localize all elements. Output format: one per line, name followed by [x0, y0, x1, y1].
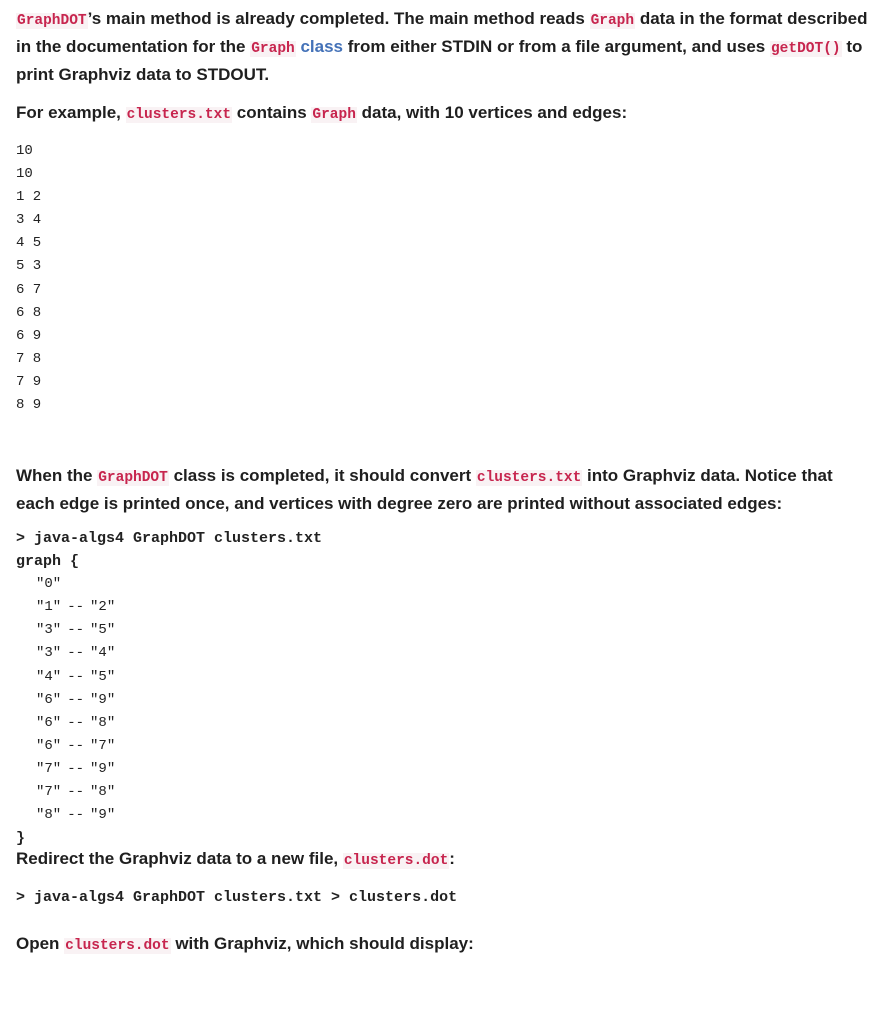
edge-target: "8" [90, 714, 116, 731]
input-line: 10 [16, 166, 33, 183]
edge-target: "7" [90, 737, 116, 754]
edge-line [36, 758, 872, 781]
edge-target: "5" [90, 622, 116, 639]
input-line: 1 2 [16, 189, 42, 206]
edge-line [36, 596, 872, 619]
input-line: 7 9 [16, 373, 42, 390]
input-line: 6 7 [16, 281, 42, 298]
graph-code: Graph [312, 107, 356, 123]
edge-source: "7" [36, 783, 62, 800]
edge-separator: -- [67, 622, 85, 639]
input-line: 8 9 [16, 397, 42, 414]
edge-target: "4" [90, 645, 116, 662]
edge-line [36, 666, 872, 689]
edge-line [36, 619, 872, 642]
edge-source: "4" [36, 668, 62, 685]
graph-code: Graph [251, 41, 295, 57]
edge-line [36, 804, 872, 827]
edge-source: "8" [36, 807, 62, 824]
graphdot-code: GraphDOT [98, 470, 168, 487]
input-data-block [16, 140, 872, 417]
edge-separator: -- [67, 668, 85, 685]
input-line: 3 4 [16, 212, 42, 229]
edge-target: "2" [90, 599, 116, 616]
edge-source: "7" [36, 760, 62, 777]
redirect-command-line: > java-algs4 GraphDOT clusters.txt > clusters.dot [16, 889, 458, 907]
input-line: 4 5 [16, 235, 42, 252]
edge-line [36, 642, 872, 665]
edge-target: "5" [90, 668, 116, 685]
edge-source: "3" [36, 622, 62, 639]
open-paragraph: Open clusters.dot with Graphviz, which should display: [16, 934, 474, 955]
edge-target: "8" [90, 783, 116, 800]
isolated-vertex-line: "0" [36, 576, 62, 593]
graph-code: Graph [590, 13, 635, 29]
edges-block [16, 573, 872, 827]
edge-separator: -- [67, 760, 85, 777]
clusters-dot-code: clusters.dot [65, 938, 170, 955]
input-line: 6 8 [16, 304, 42, 321]
edge-separator: -- [67, 645, 85, 662]
edge-separator: -- [67, 737, 85, 754]
graphdot-code: GraphDOT [17, 13, 87, 29]
edge-source: "3" [36, 645, 62, 662]
clusters-txt-code: clusters.txt [476, 470, 582, 487]
edge-source: "6" [36, 737, 62, 754]
edge-separator: -- [67, 807, 85, 824]
intro-paragraph: GraphDOT’s main method is already completed. The main method reads Graph data in the format described in the documentation for the Graph class from either STDIN or from a file argument, and uses getDOT() to print Graphviz data to STDOUT. [16, 9, 868, 84]
edge-source: "6" [36, 691, 62, 708]
clusters-txt-code: clusters.txt [126, 107, 232, 123]
edge-separator: -- [67, 599, 85, 616]
edge-separator: -- [67, 783, 85, 800]
command-line: > java-algs4 GraphDOT clusters.txt [16, 530, 323, 548]
graph-open-line: graph { [16, 553, 80, 571]
clusters-dot-code: clusters.dot [343, 853, 449, 870]
edge-line [36, 689, 872, 712]
convert-paragraph: When the GraphDOT class is completed, it should convert clusters.txt into Graphviz data. Notice that each edge is printed once, and vertices with degree zero are printed without associated edges: [16, 466, 833, 514]
output-block [16, 527, 872, 850]
edge-line [36, 712, 872, 735]
edge-target: "9" [90, 760, 116, 777]
graph-class-link[interactable]: class [300, 37, 344, 56]
edge-separator: -- [67, 691, 85, 708]
input-line: 6 9 [16, 327, 42, 344]
getdot-code: getDOT() [770, 41, 841, 57]
redirect-paragraph: Redirect the Graphviz data to a new file, clusters.dot: [16, 849, 455, 870]
edge-line [36, 781, 872, 804]
example-paragraph: For example, clusters.txt contains Graph data, with 10 vertices and edges: [16, 103, 628, 123]
edge-target: "9" [90, 807, 116, 824]
edge-line [36, 735, 872, 758]
graph-close-line: } [16, 830, 26, 848]
input-line: 5 3 [16, 258, 42, 275]
edge-source: "6" [36, 714, 62, 731]
input-line: 10 [16, 143, 33, 159]
input-line: 7 8 [16, 350, 42, 367]
edge-source: "1" [36, 599, 62, 616]
edge-separator: -- [67, 714, 85, 731]
edge-target: "9" [90, 691, 116, 708]
